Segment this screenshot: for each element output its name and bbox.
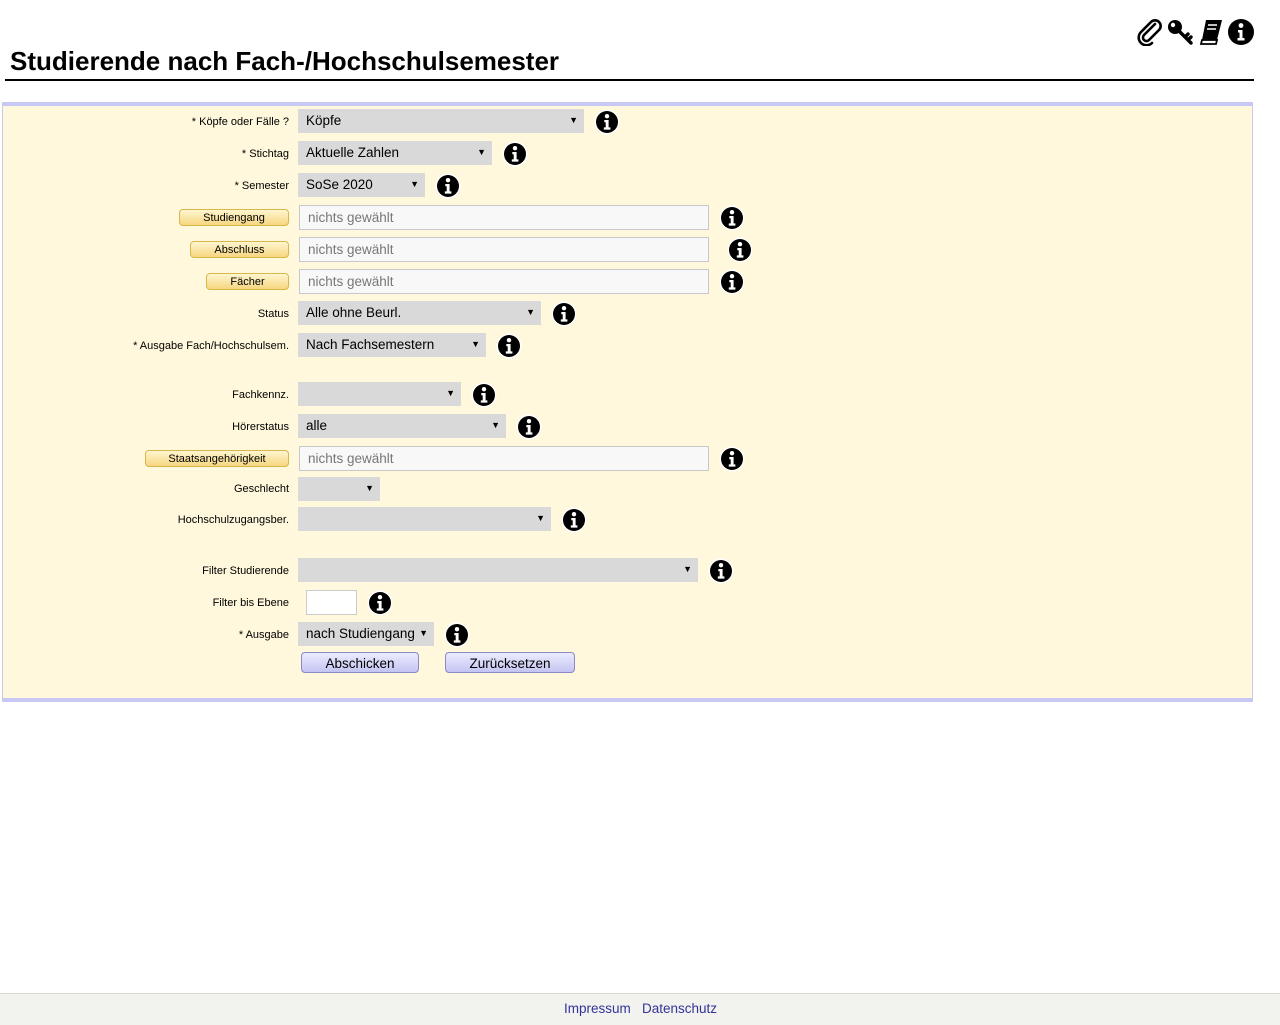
semester-value: SoSe 2020 — [306, 177, 373, 192]
info-icon[interactable] — [719, 269, 745, 295]
fachkennz-label: Fachkennz. — [232, 389, 289, 401]
geschlecht-select[interactable] — [298, 477, 380, 501]
ausgabe-label: * Ausgabe — [238, 629, 289, 641]
impressum-link[interactable]: Impressum — [564, 1001, 631, 1016]
chevron-down-icon: ▼ — [446, 388, 455, 398]
abschluss-field[interactable]: nichts gewählt — [299, 237, 709, 262]
filter-ebene-label: Filter bis Ebene — [212, 597, 289, 609]
datenschutz-link[interactable]: Datenschutz — [642, 1001, 718, 1016]
info-icon[interactable] — [471, 382, 497, 408]
chevron-down-icon: ▼ — [569, 115, 578, 125]
info-icon[interactable] — [594, 109, 620, 135]
semester-select[interactable] — [298, 173, 425, 197]
hzb-label: Hochschulzugangsber. — [177, 514, 289, 526]
info-icon[interactable] — [551, 301, 577, 327]
filter-studierende-label: Filter Studierende — [202, 565, 289, 577]
key-icon[interactable] — [1166, 18, 1194, 46]
info-icon[interactable] — [502, 141, 528, 167]
paperclip-icon[interactable] — [1136, 18, 1164, 46]
hoererstatus-value: alle — [306, 418, 328, 433]
form-panel — [2, 102, 1253, 702]
info-icon[interactable] — [367, 590, 393, 616]
hoererstatus-select[interactable] — [298, 414, 506, 438]
chevron-down-icon: ▼ — [419, 628, 428, 638]
status-label: Status — [257, 308, 289, 320]
abschluss-button[interactable]: Abschluss — [190, 241, 289, 258]
chevron-down-icon: ▼ — [491, 420, 500, 430]
ausgabe-sem-select[interactable] — [298, 333, 486, 357]
faecher-button[interactable]: Fächer — [206, 273, 289, 290]
footer — [0, 993, 1280, 1025]
stichtag-label: * Stichtag — [241, 148, 289, 160]
info-icon[interactable] — [496, 333, 522, 359]
koepfe-value: Köpfe — [306, 113, 342, 128]
studiengang-field[interactable]: nichts gewählt — [299, 205, 709, 230]
submit-button[interactable]: Abschicken — [301, 652, 419, 673]
semester-label: * Semester — [234, 180, 289, 192]
chevron-down-icon: ▼ — [471, 339, 480, 349]
info-icon[interactable] — [719, 446, 745, 472]
ausgabe-sem-label: * Ausgabe Fach/Hochschulsem. — [133, 340, 289, 352]
info-icon[interactable] — [1227, 18, 1255, 46]
filter-ebene-input[interactable] — [306, 590, 357, 615]
fachkennz-select[interactable] — [298, 382, 461, 406]
hoererstatus-label: Hörerstatus — [232, 421, 289, 433]
ausgabe-select[interactable] — [298, 622, 434, 646]
stichtag-select[interactable] — [298, 141, 492, 165]
status-select[interactable] — [298, 301, 541, 325]
book-icon[interactable] — [1197, 18, 1225, 46]
chevron-down-icon: ▼ — [365, 483, 374, 493]
filter-studierende-select[interactable] — [298, 558, 698, 582]
title-divider — [5, 79, 1254, 81]
chevron-down-icon: ▼ — [477, 147, 486, 157]
koepfe-select[interactable] — [298, 109, 584, 133]
info-icon[interactable] — [719, 205, 745, 231]
info-icon[interactable] — [435, 173, 461, 199]
staatsangehoerigkeit-button[interactable]: Staatsangehörigkeit — [145, 450, 289, 467]
geschlecht-label: Geschlecht — [233, 483, 289, 495]
hzb-select[interactable] — [298, 507, 551, 531]
chevron-down-icon: ▼ — [526, 307, 535, 317]
ausgabe-sem-value: Nach Fachsemestern — [306, 337, 435, 352]
stichtag-value: Aktuelle Zahlen — [306, 145, 400, 160]
studiengang-button[interactable]: Studiengang — [179, 209, 289, 226]
staatsangehoerigkeit-field[interactable]: nichts gewählt — [299, 446, 709, 471]
info-icon[interactable] — [444, 622, 470, 648]
chevron-down-icon: ▼ — [536, 513, 545, 523]
chevron-down-icon: ▼ — [683, 564, 692, 574]
faecher-field[interactable]: nichts gewählt — [299, 269, 709, 294]
page-title: Studierende nach Fach-/Hochschulsemester — [10, 46, 560, 76]
reset-button[interactable]: Zurücksetzen — [445, 652, 575, 673]
chevron-down-icon: ▼ — [410, 179, 419, 189]
ausgabe-value: nach Studiengang — [306, 626, 415, 641]
koepfe-label: * Köpfe oder Fälle ? — [191, 116, 289, 128]
info-icon[interactable] — [516, 414, 542, 440]
status-value: Alle ohne Beurl. — [306, 305, 402, 320]
info-icon[interactable] — [708, 558, 734, 584]
info-icon[interactable] — [727, 237, 753, 263]
info-icon[interactable] — [561, 507, 587, 533]
